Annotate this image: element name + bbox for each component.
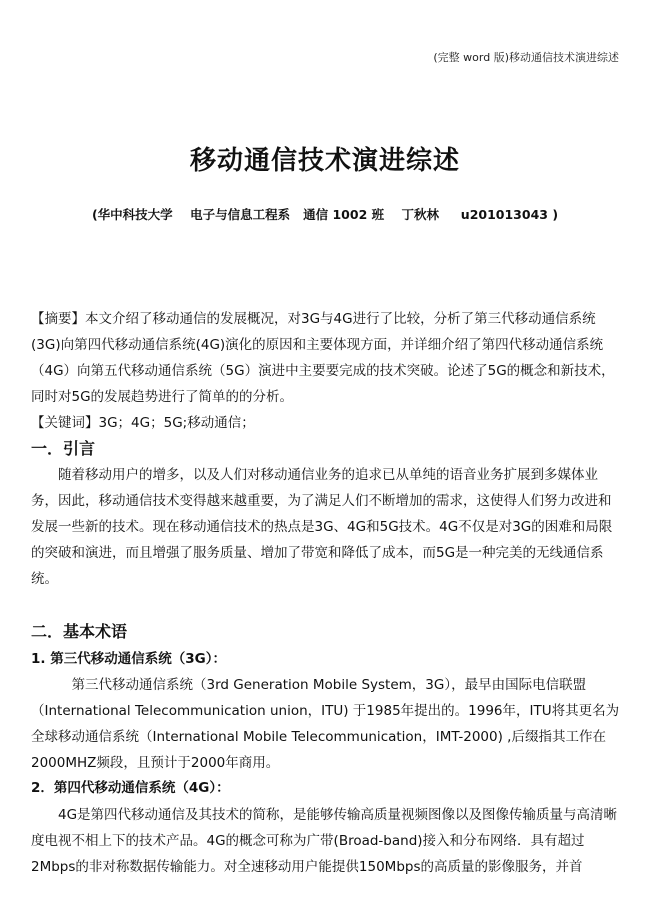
paragraph-3g: 第三代移动通信系统（3rd Generation Mobile System，3G），最早由国际电信联盟（International Telecommunication union，ITU) 于1985年提出的。1996年，ITU将其更名为全球移动通信系统（International Mobile Telecommunication，IMT-2000) ,后缀指其工作在2000MHZ频段，且预计于2000年商用。 <box>31 677 620 771</box>
keywords-line: 【关键词】3G；4G；5G;移动通信； <box>31 415 255 431</box>
intro-section <box>31 462 623 592</box>
section-heading-terms: 二．基本术语 <box>31 622 128 641</box>
abstract-block <box>31 306 623 410</box>
abstract-text: 【摘要】本文介绍了移动通信的发展概况，对3G与4G进行了比较，分析了第三代移动通信系统(3G)向第四代移动通信系统(4G)演化的原因和主要体现方面，并详细介绍了第四代移动通信系统（4G）向第五代移动通信系统（5G）演进中主要要完成的技术突破。论述了5G的概念和新技术，同时对5G的发展趋势进行了简单的的分析。 <box>31 311 615 405</box>
header-note: (完整 word 版)移动通信技术演进综述 <box>433 51 619 64</box>
author-line: (华中科技大学 电子与信息工程系 通信 1002 班 丁秋林 u201013043 ) <box>91 207 559 222</box>
subsection-4g <box>31 802 623 880</box>
subsection-heading-4g: 2．第四代移动通信系统（4G）： <box>31 780 230 796</box>
intro-paragraph: 随着移动用户的增多，以及人们对移动通信业务的追求已从单纯的语音业务扩展到多媒体业务，因此，移动通信技术变得越来越重要，为了满足人们不断增加的需求，这使得人们努力改进和发展一些新的技术。现在移动通信技术的热点是3G、4G和5G技术。4G不仅是对3G的困难和局限的突破和演进，而且增强了服务质量、增加了带宽和降低了成本，而5G是一种完美的无线通信系统。 <box>31 467 613 587</box>
section-heading-intro: 一．引言 <box>31 439 96 458</box>
paragraph-4g: 4G是第四代移动通信及其技术的简称，是能够传输高质量视频图像以及图像传输质量与高清晰度电视不相上下的技术产品。4G的概念可称为广带(Broad-band)接入和分布网络．具有超过2Mbps的非对称数据传输能力。对全速移动用户能提供150Mbps的高质量的影像服务，并首 <box>31 807 618 875</box>
subsection-3g <box>31 672 623 776</box>
page-title: 移动通信技术演进综述 <box>189 146 460 176</box>
subsection-heading-3g: 1. 第三代移动通信系统（3G）： <box>31 651 226 667</box>
